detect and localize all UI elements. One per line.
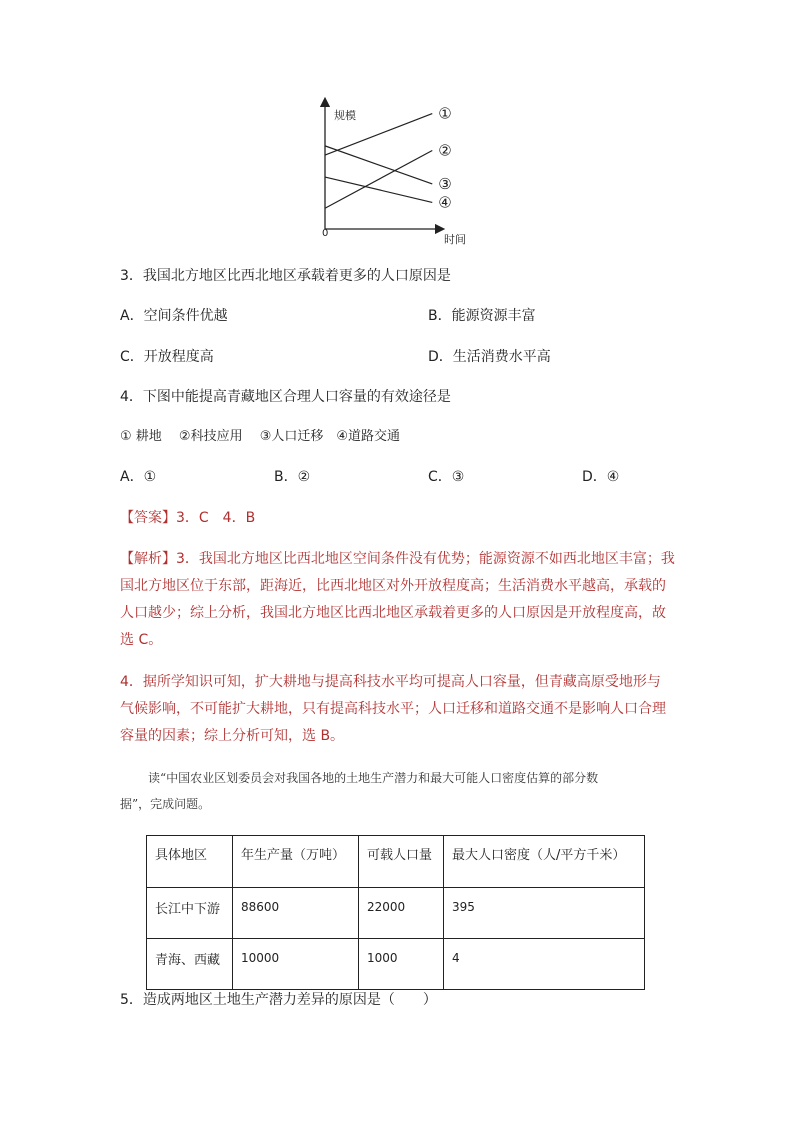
data-table	[146, 835, 645, 990]
series-line-2	[325, 150, 432, 208]
table-cell: 4	[444, 939, 645, 990]
q4-items: ① 耕地 ②科技应用 ③人口迁移 ④道路交通	[120, 429, 401, 444]
series-label-3: ③	[438, 174, 452, 193]
answer-text: 3．C 4．B	[176, 510, 256, 526]
series-label-4: ④	[438, 193, 452, 212]
analysis-line: 4．据所学知识可知，扩大耕地与提高科技水平均可提高人口容量，但青藏高原受地形与	[120, 674, 661, 690]
analysis-line: 国北方地区位于东部，距海近，比西北地区对外开放程度高；生活消费水平越高，承载的	[120, 578, 666, 594]
material-intro-line: 据”，完成问题。	[120, 797, 211, 811]
q3-option-c[interactable]: C．开放程度高	[120, 349, 214, 365]
q4-option-c[interactable]: C．③	[428, 469, 465, 485]
table-cell: 1000	[359, 939, 444, 990]
analysis-tag: 【解析】	[120, 551, 176, 567]
table-cell: 395	[444, 888, 645, 939]
table-row	[147, 939, 645, 990]
material-intro-line: 读“中国农业区划委员会对我国各地的土地生产潜力和最大可能人口密度估算的部分数	[148, 771, 599, 785]
y-axis-label: 规模	[334, 109, 356, 122]
table-header-row	[147, 836, 645, 888]
answer-line	[120, 508, 255, 528]
table-cell: 青海、西藏	[147, 939, 233, 990]
table-cell: 长江中下游	[147, 888, 233, 939]
table-header-cell: 可载人口量	[359, 836, 444, 888]
line-chart	[300, 92, 490, 252]
analysis-line: 容量的因素；综上分析可知，选 B。	[120, 728, 345, 744]
series-line-3	[325, 146, 432, 184]
series-label-1: ①	[438, 104, 452, 123]
q4-option-d[interactable]: D．④	[582, 469, 620, 485]
answer-tag: 【答案】	[120, 510, 176, 526]
table-header-cell: 具体地区	[147, 836, 233, 888]
q4-option-b[interactable]: B．②	[274, 469, 311, 485]
table-header-cell: 年生产量（万吨）	[233, 836, 359, 888]
table-cell: 10000	[233, 939, 359, 990]
q3-option-d[interactable]: D．生活消费水平高	[428, 349, 551, 365]
q4-option-a[interactable]: A．①	[120, 469, 157, 485]
table-cell: 88600	[233, 888, 359, 939]
q3-option-b[interactable]: B．能源资源丰富	[428, 308, 536, 324]
q3-option-a[interactable]: A．空间条件优越	[120, 308, 228, 324]
table-cell: 22000	[359, 888, 444, 939]
table-row	[147, 888, 645, 939]
analysis-line: 人口越少；综上分析，我国北方地区比西北地区承载着更多的人口原因是开放程度高，故	[120, 605, 666, 621]
analysis-line: 选 C。	[120, 632, 163, 648]
analysis-q3	[120, 546, 675, 654]
q5-stem: 5．造成两地区土地生产潜力差异的原因是（ ）	[120, 992, 437, 1008]
analysis-line: 【解析】3．我国北方地区比西北地区空间条件没有优势；能源资源不如西北地区丰富；我	[120, 551, 675, 567]
origin-label: 0	[322, 228, 329, 239]
x-axis-label: 时间	[444, 233, 466, 246]
analysis-line: 气候影响，不可能扩大耕地，只有提高科技水平；人口迁移和道路交通不是影响人口合理	[120, 701, 666, 717]
series-label-2: ②	[438, 141, 452, 160]
series-line-4	[325, 177, 432, 202]
q3-stem: 3．我国北方地区比西北地区承载着更多的人口原因是	[120, 268, 451, 284]
table-header-cell: 最大人口密度（人/平方千米）	[444, 836, 645, 888]
analysis-q4	[120, 669, 666, 750]
q4-stem: 4．下图中能提高青藏地区合理人口容量的有效途径是	[120, 389, 451, 405]
